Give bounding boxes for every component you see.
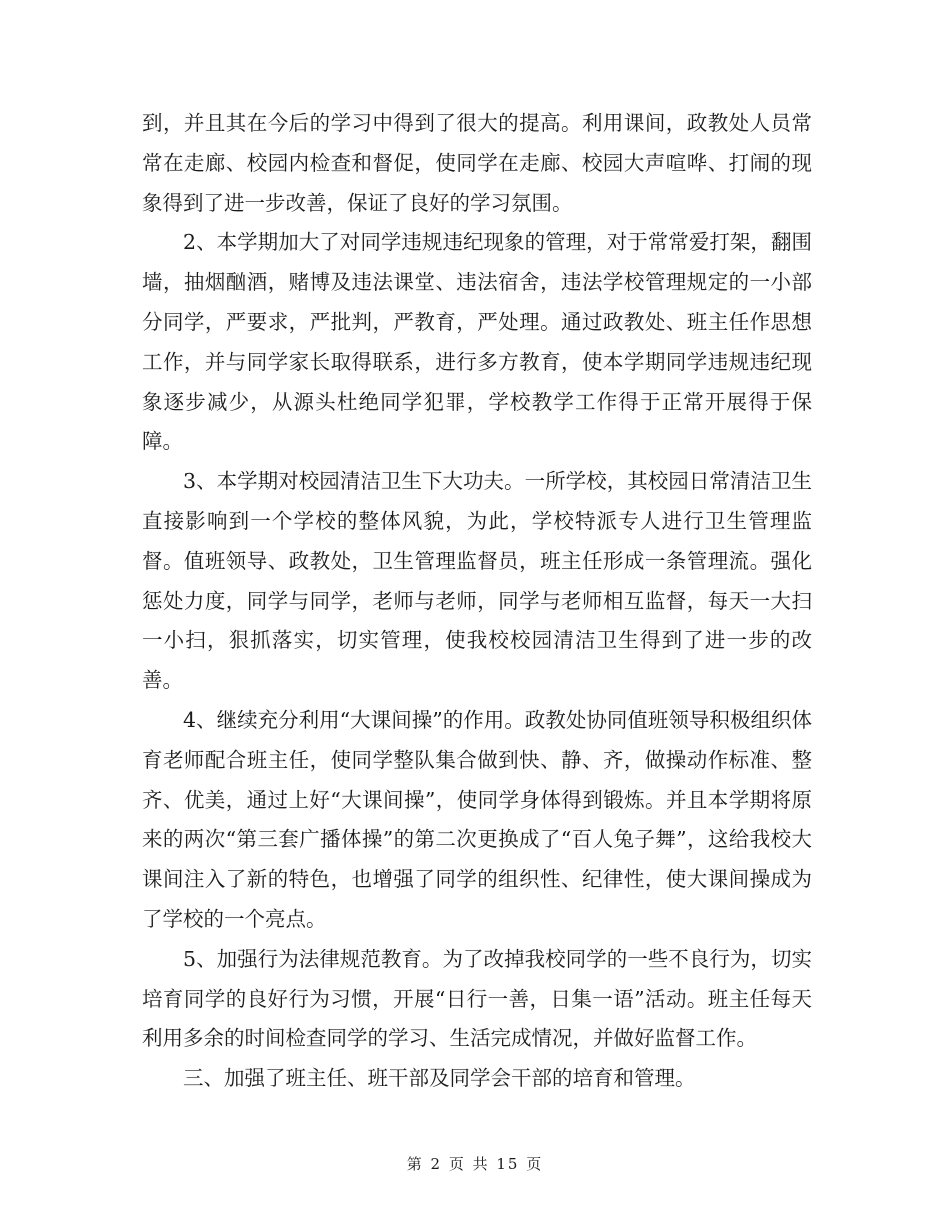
- section-heading-three: 三、加强了班主任、班干部及同学会干部的培育和管理。: [183, 1066, 696, 1091]
- document-body: [142, 104, 812, 1099]
- paragraph-continuation: 到，并且其在今后的学习中得到了很大的提高。利用课间，政教处人员常常在走廊、校园内检查和督促，使同学在走廊、校园大声喧哗、打闹的现象得到了进一步改善，保证了良好的学习氛围。: [142, 111, 812, 215]
- paragraph-item-2: 2、本学期加大了对同学违规违纪现象的管理，对于常常爱打架，翻围墙，抽烟酗酒，赌博及违法课堂、违法宿舍，违法学校管理规定的一小部分同学，严要求，严批判，严教育，严处理。通过政教处、班主任作思想工作，并与同学家长取得联系，进行多方教育，使本学期同学违规违纪现象逐步减少，从源头杜绝同学犯罪，学校教学工作得于正常开展得于保障。: [142, 230, 812, 454]
- page-number-footer: 第 2 页 共 15 页: [406, 1155, 544, 1173]
- paragraph-item-3: 3、本学期对校园清洁卫生下大功夫。一所学校，其校园日常清洁卫生直接影响到一个学校的整体风貌，为此，学校特派专人进行卫生管理监督。值班领导、政教处，卫生管理监督员，班主任形成一条管理流。强化惩处力度，同学与同学，老师与老师，同学与老师相互监督，每天一大扫一小扫，狠抓落实，切实管理，使我校校园清洁卫生得到了进一步的改善。: [142, 469, 812, 693]
- paragraph-item-5: 5、加强行为法律规范教育。为了改掉我校同学的一些不良行为，切实培育同学的良好行为习惯，开展“日行一善，日集一语”活动。班主任每天利用多余的时间检查同学的学习、生活完成情况，并做好监督工作。: [142, 946, 812, 1051]
- paragraph-item-4: 4、继续充分利用“大课间操”的作用。政教处协同值班领导积极组织体育老师配合班主任，使同学整队集合做到快、静、齐，做操动作标准、整齐、优美，通过上好“大课间操”，使同学身体得到锻炼。并且本学期将原来的两次“第三套广播体操”的第二次更换成了“百人兔子舞”，这给我校大课间注入了新的特色，也增强了同学的组织性、纪律性，使大课间操成为了学校的一个亮点。: [142, 707, 812, 931]
